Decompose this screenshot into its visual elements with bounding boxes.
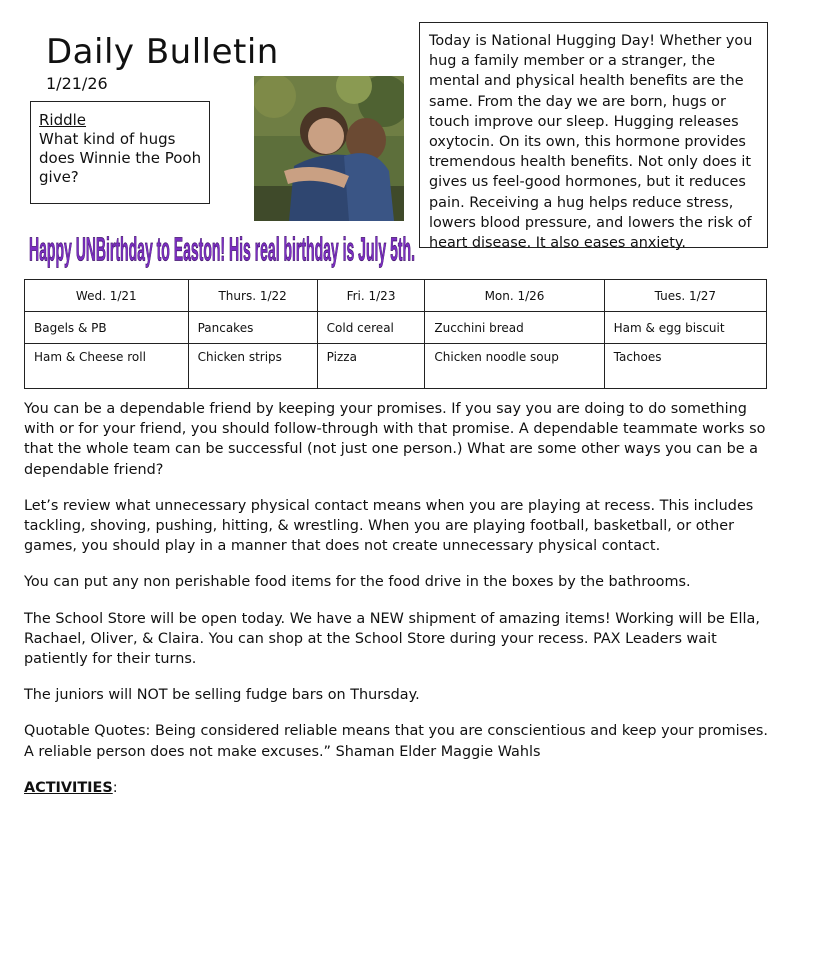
riddle-question: What kind of hugs does Winnie the Pooh give? xyxy=(39,130,202,186)
announcement-paragraph: The School Store will be open today. We have a NEW shipment of amazing items! Working will be Ella, Rachael, Oliver, & Claira. You can shop at the School Store during your recess. PAX Leaders wait patiently for their turns. xyxy=(24,610,760,668)
birthday-banner xyxy=(27,228,417,272)
riddle-box xyxy=(30,101,210,204)
feature-article: Today is National Hugging Day! Whether you hug a family member or a stranger, the mental and physical health benefits are the same. From the day we are born, hugs or touch improve our sleep. Hugging releases oxytocin. On its own, this hormone provides tremendous health benefits. Not only does it gives us feel-good hormones, but it reduces pain. Receiving a hug helps reduce stress, lowers blood pressure, and lowers the risk of heart disease. It also eases anxiety. xyxy=(419,22,768,248)
menu-day: Wed. 1/21 xyxy=(25,280,189,312)
menu-cell: Chicken noodle soup xyxy=(425,344,604,389)
announcement-paragraph: You can put any non perishable food items for the food drive in the boxes by the bathrooms. xyxy=(24,574,691,591)
activities-colon: : xyxy=(112,779,118,796)
announcement-paragraph: The juniors will NOT be selling fudge bars on Thursday. xyxy=(24,687,420,704)
menu-day: Tues. 1/27 xyxy=(604,280,766,312)
activities-section xyxy=(24,778,769,798)
menu-cell: Pancakes xyxy=(188,312,317,344)
announcements xyxy=(24,399,769,798)
menu-cell: Chicken strips xyxy=(188,344,317,389)
table-row xyxy=(25,344,767,389)
menu-cell: Ham & Cheese roll xyxy=(25,344,189,389)
announcement-paragraph: Quotable Quotes: Being considered reliable means that you are conscientious and keep your promises. A reliable person does not make excuses.” Shaman Elder Maggie Wahls xyxy=(24,723,769,760)
menu-header-row xyxy=(25,280,767,312)
hug-photo xyxy=(254,76,404,221)
menu-day: Mon. 1/26 xyxy=(425,280,604,312)
announcement-paragraph: Let’s review what unnecessary physical contact means when you are playing at recess. This includes tackling, shoving, pushing, hitting, & wrestling. When you are playing football, basketball, or other games, you should play in a manner that does not create unnecessary physical contact. xyxy=(24,497,754,555)
table-row xyxy=(25,312,767,344)
menu-cell: Tachoes xyxy=(604,344,766,389)
menu-cell: Pizza xyxy=(317,344,425,389)
hugging-children-image xyxy=(254,76,404,221)
menu-day: Fri. 1/23 xyxy=(317,280,425,312)
announcement-paragraph: You can be a dependable friend by keeping your promises. If you say you are doing to do something with or for your friend, you should follow-through with that promise. A dependable teammate works so that the whole team can be successful (not just one person.) What are some other ways you can be a dependable friend? xyxy=(24,401,766,478)
riddle-heading: Riddle xyxy=(39,111,87,129)
menu-cell: Cold cereal xyxy=(317,312,425,344)
page-title: Daily Bulletin xyxy=(46,32,279,72)
activities-heading: ACTIVITIES xyxy=(24,779,113,796)
menu-day: Thurs. 1/22 xyxy=(188,280,317,312)
menu-cell: Bagels & PB xyxy=(25,312,189,344)
menu-cell: Ham & egg biscuit xyxy=(604,312,766,344)
birthday-wordart xyxy=(27,228,417,272)
menu-cell: Zucchini bread xyxy=(425,312,604,344)
birthday-text: Happy UNBirthday to Easton! His real birthday is July 5th. xyxy=(29,230,415,269)
lunch-menu-table xyxy=(24,279,767,389)
bulletin-date: 1/21/26 xyxy=(46,74,108,93)
